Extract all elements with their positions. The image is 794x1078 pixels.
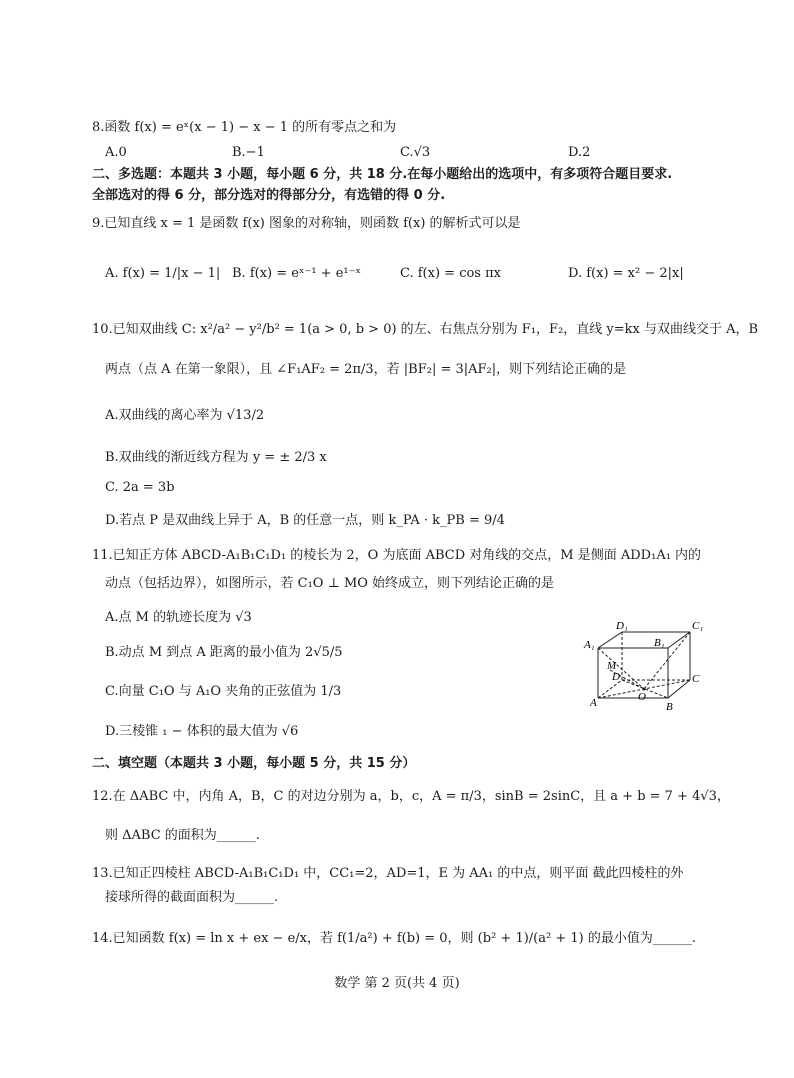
q10-stem-line1: 10.已知双曲线 C: x²/a² − y²/b² = 1(a > 0, b > 0) 的左、右焦点分别为 F₁，F₂，直线 y=kx 与双曲线交于 A，B — [92, 322, 759, 337]
section-2-header: 二、多选题：本题共 3 小题，每小题 6 分，共 18 分.在每小题给出的选项中，有多项符合题目要求. — [92, 167, 673, 182]
q10-option-b: B.双曲线的渐近线方程为 y = ± 2/3 x — [105, 450, 327, 465]
section-2-header-line2: 全部选对的得 6 分，部分选对的得部分分，有选错的得 0 分. — [92, 188, 446, 203]
q11-option-d: D.三棱锥 ₁ − 体积的最大值为 √6 — [105, 724, 299, 739]
label-c: C — [692, 673, 700, 685]
label-c1: C₁ — [692, 620, 704, 632]
q10-option-a: A.双曲线的离心率为 √13/2 — [105, 408, 265, 423]
q13-stem-line2: 接球所得的截面面积为______. — [105, 890, 279, 905]
q11-stem-line1: 11.已知正方体 ABCD-A₁B₁C₁D₁ 的棱长为 2，O 为底面 ABCD 对角线的交点，M 是侧面 ADD₁A₁ 内的 — [92, 548, 702, 563]
q12-stem-line1: 12.在 ΔABC 中，内角 A，B，C 的对边分别为 a，b，c，A = π/3，sinB = 2sinC，且 a + b = 7 + 4√3， — [92, 789, 730, 804]
q10-option-c: C. 2a = 3b — [105, 480, 175, 495]
q13-stem-line1: 13.已知正四棱柱 ABCD-A₁B₁C₁D₁ 中，CC₁=2，AD=1，E 为 AA₁ 的中点，则平面 截此四棱柱的外 — [92, 866, 684, 881]
label-d: D — [612, 671, 620, 683]
label-b1: B₁ — [654, 637, 665, 649]
page-footer: 数学 第 2 页(共 4 页) — [334, 976, 460, 991]
q8-option-d: D.2 — [568, 145, 591, 160]
q11-option-c: C.向量 C₁O 与 A₁O 夹角的正弦值为 1/3 — [105, 684, 342, 699]
q10-stem-line2: 两点（点 A 在第一象限），且 ∠F₁AF₂ = 2π/3，若 |BF₂| = 3|AF₂|，则下列结论正确的是 — [105, 362, 627, 377]
q8-option-c: C.√3 — [400, 145, 431, 160]
label-m: M — [607, 660, 617, 672]
q9-option-c: C. f(x) = cos πx — [400, 266, 501, 281]
q11-option-b: B.动点 M 到点 A 距离的最小值为 2√5/5 — [105, 645, 343, 660]
label-a: A — [590, 697, 597, 709]
label-a1: A₁ — [584, 639, 595, 651]
q14-stem: 14.已知函数 f(x) = ln x + ex − e/x，若 f(1/a²) + f(b) = 0，则 (b² + 1)/(a² + 1) 的最小值为______. — [92, 931, 696, 946]
q8-option-b: B.−1 — [232, 145, 265, 160]
q9-stem: 9.已知直线 x = 1 是函数 f(x) 图象的对称轴，则函数 f(x) 的解析式可以是 — [92, 216, 521, 231]
section-3-header: 二、填空题（本题共 3 小题，每小题 5 分，共 15 分） — [92, 756, 416, 771]
label-b: B — [666, 701, 673, 713]
cube-figure — [580, 620, 710, 720]
label-d1: D₁ — [616, 620, 628, 632]
q11-stem-line2: 动点（包括边界），如图所示，若 C₁O ⊥ MO 始终成立，则下列结论正确的是 — [105, 576, 555, 591]
q9-option-b: B. f(x) = eˣ⁻¹ + e¹⁻ˣ — [232, 266, 361, 281]
q8-option-a: A.0 — [105, 145, 127, 160]
q10-option-d: D.若点 P 是双曲线上异于 A，B 的任意一点，则 k_PA · k_PB = 9/4 — [105, 513, 505, 528]
q9-option-d: D. f(x) = x² − 2|x| — [568, 266, 684, 281]
q8-stem: 8.函数 f(x) = eˣ(x − 1) − x − 1 的所有零点之和为 — [92, 120, 397, 135]
q12-stem-line2: 则 ΔABC 的面积为______. — [105, 828, 260, 843]
q9-option-a: A. f(x) = 1/|x − 1| — [105, 266, 221, 281]
label-o: O — [638, 691, 646, 703]
q11-option-a: A.点 M 的轨迹长度为 √3 — [105, 610, 252, 625]
